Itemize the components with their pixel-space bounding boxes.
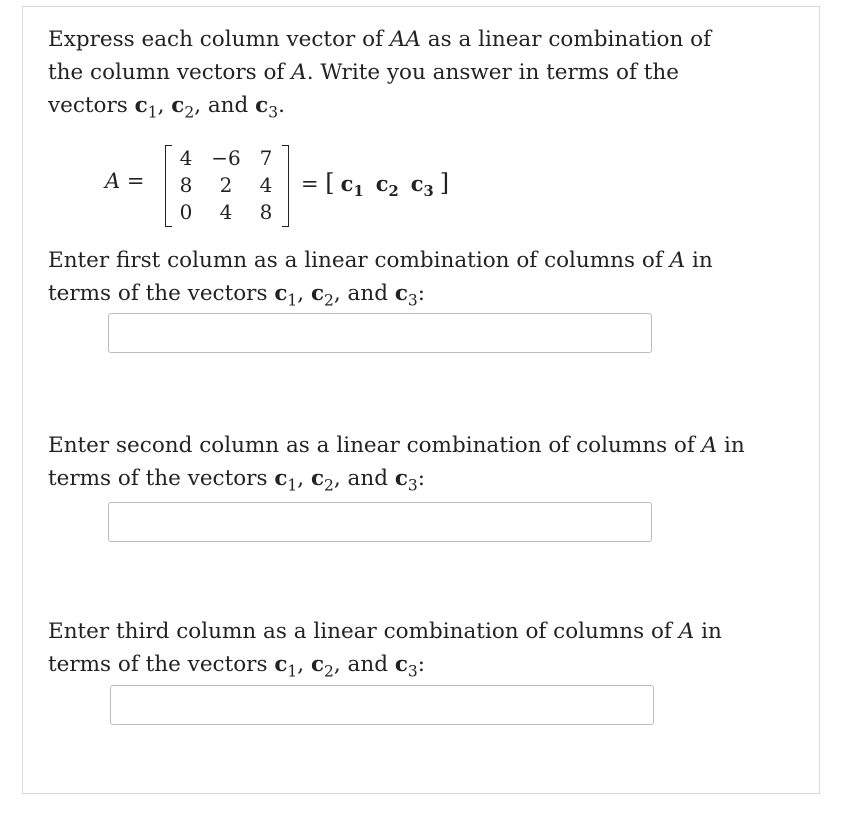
prompt-third-column: Enter third column as a linear combination of columns of A in terms of the vectors $c_1$, $c_2$, and $c_3$: (48, 619, 722, 681)
question-card (22, 6, 820, 794)
matrix-cell: 8 (259, 200, 273, 224)
vector-c2: $c_2$ (375, 171, 399, 201)
vector-c3: $c_3$ (394, 652, 418, 681)
vector-c2: $c_2$ (310, 281, 334, 310)
second-column-answer-input[interactable] (108, 502, 652, 542)
vector-c2: $c_2$ (310, 466, 334, 495)
matrix-cell: 0 (179, 200, 193, 224)
prompt-second-column: Enter second column as a linear combination of columns of A in terms of the vectors $c_1$, $c_2$, and $c_3$: (48, 433, 745, 495)
vector-c3: $c_3$ (394, 466, 418, 495)
matrix-cell: 2 (219, 173, 233, 197)
vector-c1: $c_1$ (274, 652, 298, 681)
matrix-cell: 7 (259, 146, 273, 170)
vector-c3: $c_3$ (394, 281, 418, 310)
third-column-answer-input[interactable] (110, 685, 654, 725)
prompt-first-column: Enter first column as a linear combination of columns of A in terms of the vectors $c_1$, $c_2$, and $c_3$: (48, 248, 713, 310)
vector-c2: $c_2$ (171, 93, 195, 122)
matrix-cell: 4 (179, 146, 193, 170)
vector-c1: $c_1$ (274, 466, 298, 495)
vector-c1: $c_1$ (274, 281, 298, 310)
intro-text: . Write you answer in terms of the vectors (48, 60, 679, 118)
matrix-product-label: AA (389, 27, 421, 52)
vector-c1: $c_1$ (340, 171, 364, 201)
matrix-cell: 8 (179, 173, 193, 197)
matrix-lhs: A = (105, 169, 145, 193)
right-bracket (282, 145, 289, 227)
matrix-cell: −6 (211, 146, 241, 170)
matrix-cell: 4 (259, 173, 273, 197)
intro-text: Express each column vector of (48, 27, 390, 52)
vector-c1: $c_1$ (134, 93, 158, 122)
question-text: Express each column vector of AA as a linear combination of the column vectors of A. Write you answer in terms of the vectors $c_1$, $c_2$, and $c_3$. (48, 27, 712, 122)
first-column-answer-input[interactable] (108, 313, 652, 353)
vector-c3: $c_3$ (255, 93, 279, 122)
vector-c2: $c_2$ (310, 652, 334, 681)
column-vectors-row: = [ $c_1$ $c_2$ $c_3$ ] (301, 169, 450, 201)
vector-c3: $c_3$ (410, 171, 434, 201)
matrix-cell: 4 (219, 200, 233, 224)
matrix-label: A (291, 60, 307, 85)
intro-text: as a linear combination of the column vectors of (48, 27, 712, 85)
matrix-A (165, 145, 289, 227)
